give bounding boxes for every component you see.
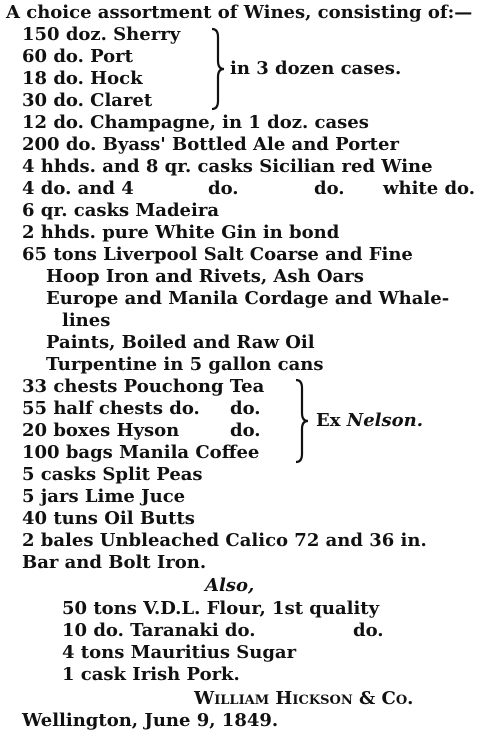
wine-item-port: 60 do. Port [22, 46, 133, 67]
white-wine-part4: white do. [383, 178, 475, 199]
item-ditto: do. [230, 420, 261, 441]
also-text: Also, [205, 575, 255, 596]
ship-name: Nelson. [346, 410, 423, 431]
list-item: 2 hhds. pure White Gin in bond [22, 222, 340, 243]
wine-item-claret: 30 do. Claret [22, 90, 153, 111]
item-text: 50 tons V.D.L. Flour, 1st quality [62, 598, 380, 619]
brace-right-icon [210, 27, 226, 111]
list-item: 40 tuns Oil Butts [22, 508, 195, 529]
dateline: Wellington, June 9, 1849. [22, 710, 279, 731]
item-text: 33 chests Pouchong Tea [22, 376, 265, 397]
list-item: Turpentine in 5 gallon cans [46, 354, 324, 375]
item-text: 4 tons Mauritius Sugar [62, 642, 297, 663]
list-item: 2 bales Unbleached Calico 72 and 36 in. [22, 530, 427, 551]
signature: William Hickson & Co. [194, 688, 414, 709]
wine-item-hock: 18 do. Hock [22, 68, 143, 89]
list-item: 200 do. Byass' Bottled Ale and Porter [22, 134, 399, 155]
item-text: 20 boxes Hyson [22, 420, 180, 441]
also-heading [205, 575, 254, 597]
list-item: Europe and Manila Cordage and Whale- [46, 288, 450, 309]
list-item: lines [62, 310, 111, 331]
header-line: A choice assortment of Wines, consisting of:— [6, 2, 473, 23]
list-item: Hoop Iron and Rivets, Ash Oars [46, 266, 364, 287]
list-item: 6 qr. casks Madeira [22, 200, 219, 221]
list-item: 65 tons Liverpool Salt Coarse and Fine [22, 244, 413, 265]
list-item: 4 hhds. and 8 qr. casks Sicilian red Wine [22, 156, 433, 177]
white-wine-part3: do. [314, 178, 345, 199]
wine-group-label: in 3 dozen cases. [230, 58, 402, 79]
item-text: 100 bags Manila Coffee [22, 442, 260, 463]
ship-label [316, 410, 423, 432]
ship-label-prefix: Ex [316, 410, 341, 431]
list-item: Bar and Bolt Iron. [22, 552, 207, 573]
item-ditto: do. [353, 620, 384, 641]
list-item: 5 casks Split Peas [22, 464, 203, 485]
brace-right-icon [294, 378, 310, 464]
list-item: 12 do. Champagne, in 1 doz. cases [22, 112, 369, 133]
item-text: 1 cask Irish Pork. [62, 664, 240, 685]
list-item: Paints, Boiled and Raw Oil [46, 332, 315, 353]
white-wine-part2: do. [208, 178, 239, 199]
item-text: 10 do. Taranaki do. [62, 620, 256, 641]
item-ditto: do. [230, 398, 261, 419]
wine-item-sherry: 150 doz. Sherry [22, 24, 181, 45]
white-wine-part1: 4 do. and 4 [22, 178, 134, 199]
item-text: 55 half chests do. [22, 398, 200, 419]
list-item: 5 jars Lime Juce [22, 486, 186, 507]
